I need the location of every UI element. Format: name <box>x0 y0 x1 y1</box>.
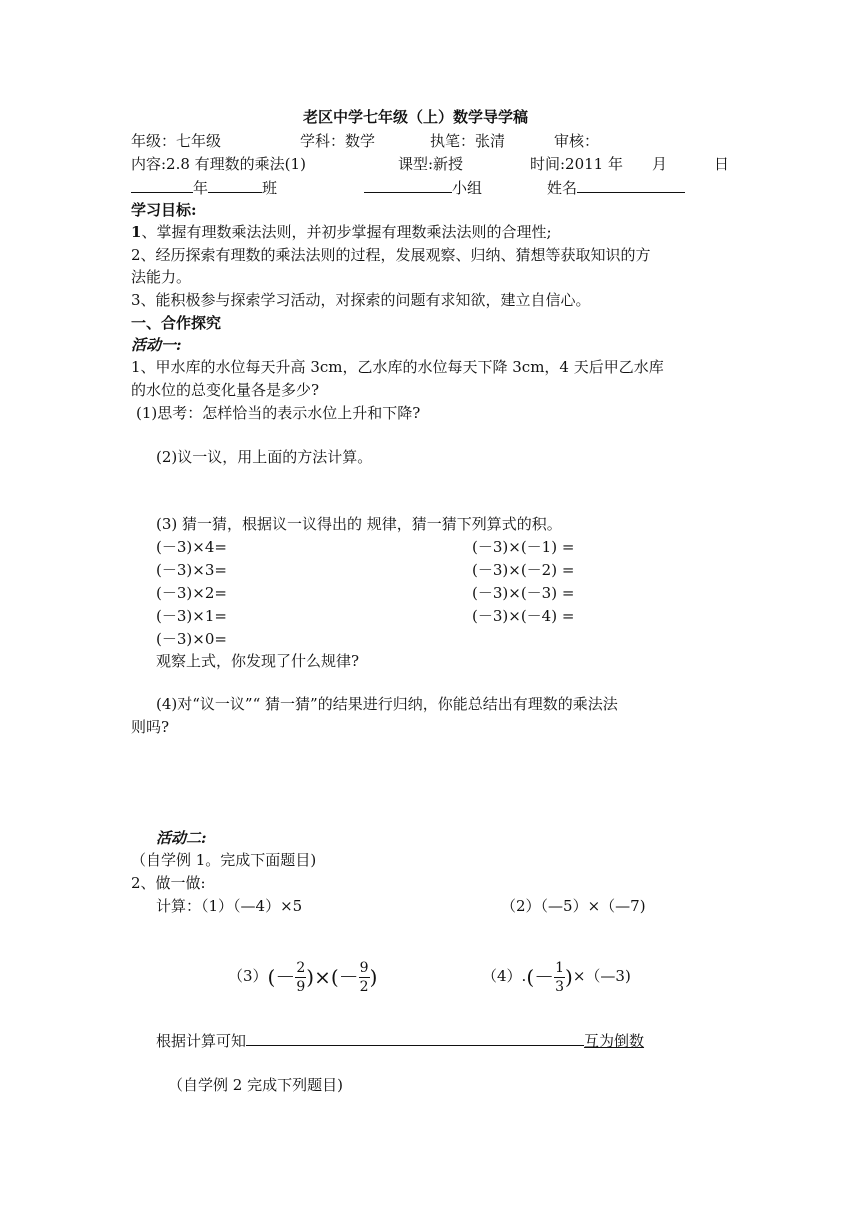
year-label: 年 <box>193 179 209 197</box>
group-row <box>364 176 482 199</box>
problem-3: （3）(－ $\frac{2}{9}$ )×(－ $\frac{9}{2}$ ) <box>228 959 378 995</box>
problem-2: （2）（—5）×（—7) <box>501 897 646 915</box>
expr-left-3: (－3)×2= <box>156 584 227 602</box>
problem-1: 计算：（1）（—4）×5 <box>156 897 303 915</box>
problem-4: （4）.(－ $\frac{1}{3}$ )×（—3) <box>482 959 631 995</box>
discuss-prompt: (2)议一议，用上面的方法计算。 <box>156 448 373 466</box>
name-row <box>547 176 685 199</box>
time-label: 时间:2011 年 <box>530 155 623 173</box>
think-prompt: (1)思考：怎样恰当的表示水位上升和下降? <box>136 404 421 422</box>
summary-line1: (4)对“议一议”“ 猜一猜”的结果进行归纳，你能总结出有理数的乘法法 <box>156 695 618 713</box>
fraction-1-3: $\frac{1}{3}$ <box>555 959 565 995</box>
guess-prompt: (3) 猜一猜，根据议一议得出的 规律，猜一猜下列算式的积。 <box>156 515 562 533</box>
student-info-row <box>131 176 277 199</box>
name-label: 姓名 <box>547 179 578 197</box>
expr-right-1: (－3)×(－1) = <box>472 538 575 556</box>
class-label: 班 <box>262 179 278 197</box>
summary-line2: 则吗? <box>131 718 170 736</box>
content-label: 内容:2.8 有理数的乘法(1) <box>131 155 306 173</box>
section1-heading: 一、合作探究 <box>131 314 222 332</box>
expr-right-3: (－3)×(－3) = <box>472 584 575 602</box>
conclusion-blank[interactable] <box>246 1029 584 1046</box>
conclusion-row <box>156 1029 644 1052</box>
year-blank[interactable] <box>131 176 193 193</box>
fraction-9-2: $\frac{9}{2}$ <box>359 959 369 995</box>
activity2-heading: 活动二: <box>156 829 207 847</box>
objectives-heading: 学习目标: <box>131 201 197 219</box>
observe-prompt: 观察上式，你发现了什么规律? <box>156 652 360 670</box>
self-study-1: （自学例 1。完成下面题目) <box>131 851 317 869</box>
subject-label: 学科：数学 <box>300 132 376 150</box>
try-it-heading: 2、做一做: <box>131 874 206 892</box>
self-study-2: （自学例 2 完成下列题目) <box>168 1076 343 1094</box>
conclusion-suffix: 互为倒数 <box>584 1032 645 1050</box>
expr-right-2: (－3)×(－2) = <box>472 561 575 579</box>
objective-3: 3、能积极参与探索学习活动，对探索的问题有求知欲，建立自信心。 <box>131 291 591 309</box>
objective-2-line1: 2、经历探索有理数的乘法法则的过程，发展观察、归纳、猜想等获取知识的方 <box>131 246 651 264</box>
review-label: 审核： <box>554 132 600 150</box>
page-title: 老区中学七年级（上）数学导学稿 <box>303 108 529 126</box>
group-blank[interactable] <box>364 176 452 193</box>
objective-1: 1、掌握有理数乘法法则，并初步掌握有理数乘法法则的合理性; <box>131 223 552 241</box>
class-blank[interactable] <box>208 176 262 193</box>
grade-label: 年级：七年级 <box>131 132 222 150</box>
expr-left-1: (－3)×4= <box>156 538 227 556</box>
fraction-2-9: $\frac{2}{9}$ <box>296 959 306 995</box>
expr-left-2: (－3)×3= <box>156 561 227 579</box>
day-label: 日 <box>714 155 730 173</box>
lesson-type-label: 课型:新授 <box>398 155 464 173</box>
objective-2-line2: 法能力。 <box>131 268 192 286</box>
question1-line2: 的水位的总变化量各是多少? <box>131 381 320 399</box>
activity1-heading: 活动一: <box>131 336 182 354</box>
conclusion-prefix: 根据计算可知 <box>156 1032 247 1050</box>
expr-left-5: (－3)×0= <box>156 630 227 648</box>
expr-right-4: (－3)×(－4) = <box>472 607 575 625</box>
expr-left-4: (－3)×1= <box>156 607 227 625</box>
author-label: 执笔：张清 <box>430 132 506 150</box>
name-blank[interactable] <box>577 176 685 193</box>
question1-line1: 1、甲水库的水位每天升高 3cm，乙水库的水位每天下降 3cm，4 天后甲乙水库 <box>131 358 664 376</box>
month-label: 月 <box>652 155 668 173</box>
group-label: 小组 <box>452 179 483 197</box>
